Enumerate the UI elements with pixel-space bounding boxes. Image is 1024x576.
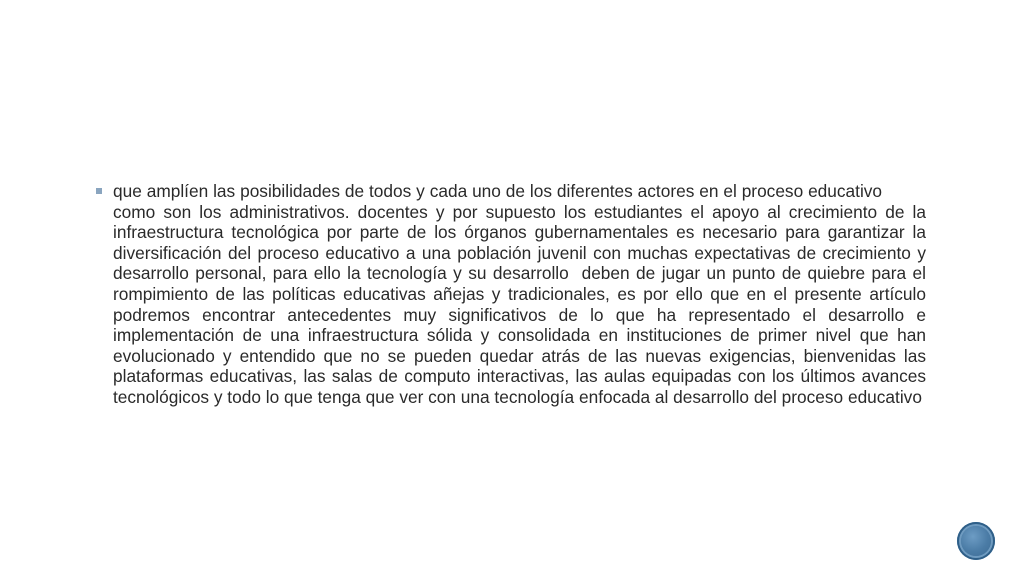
square-bullet-icon	[96, 188, 102, 194]
body-text: que amplíen las posibilidades de todos y cada uno de los diferentes actores en el proceso educativo como son los administrativos. docentes y por supuesto los estudiantes el apoyo al crecimiento de la infraestructura tecnológica por parte de los órganos gubernamentales es necesario para garantizar la diversificación del proceso educativo a una población juvenil con muchas expectativas de crecimiento y desarrollo personal, para ello la tecnología y su desarrollo deben de jugar un punto de quiebre para el rompimiento de las políticas educativas añejas y tradicionales, es por ello que en el presente artículo podremos encontrar antecedentes muy significativos de lo que ha representado el desarrollo e implementación de una infraestructura sólida y consolidada en instituciones de primer nivel que han evolucionado y entendido que no se pueden quedar atrás de las nuevas exigencias, bienvenidas las plataformas educativas, las salas de computo interactivas, las aulas equipadas con los últimos avances tecnológicos y todo lo que tenga que ver con una tecnología enfocada al desarrollo del proceso educativo	[113, 181, 931, 407]
bullet-paragraph	[96, 181, 931, 408]
page-number-badge	[957, 522, 995, 560]
page-number-circle-icon	[961, 526, 991, 556]
